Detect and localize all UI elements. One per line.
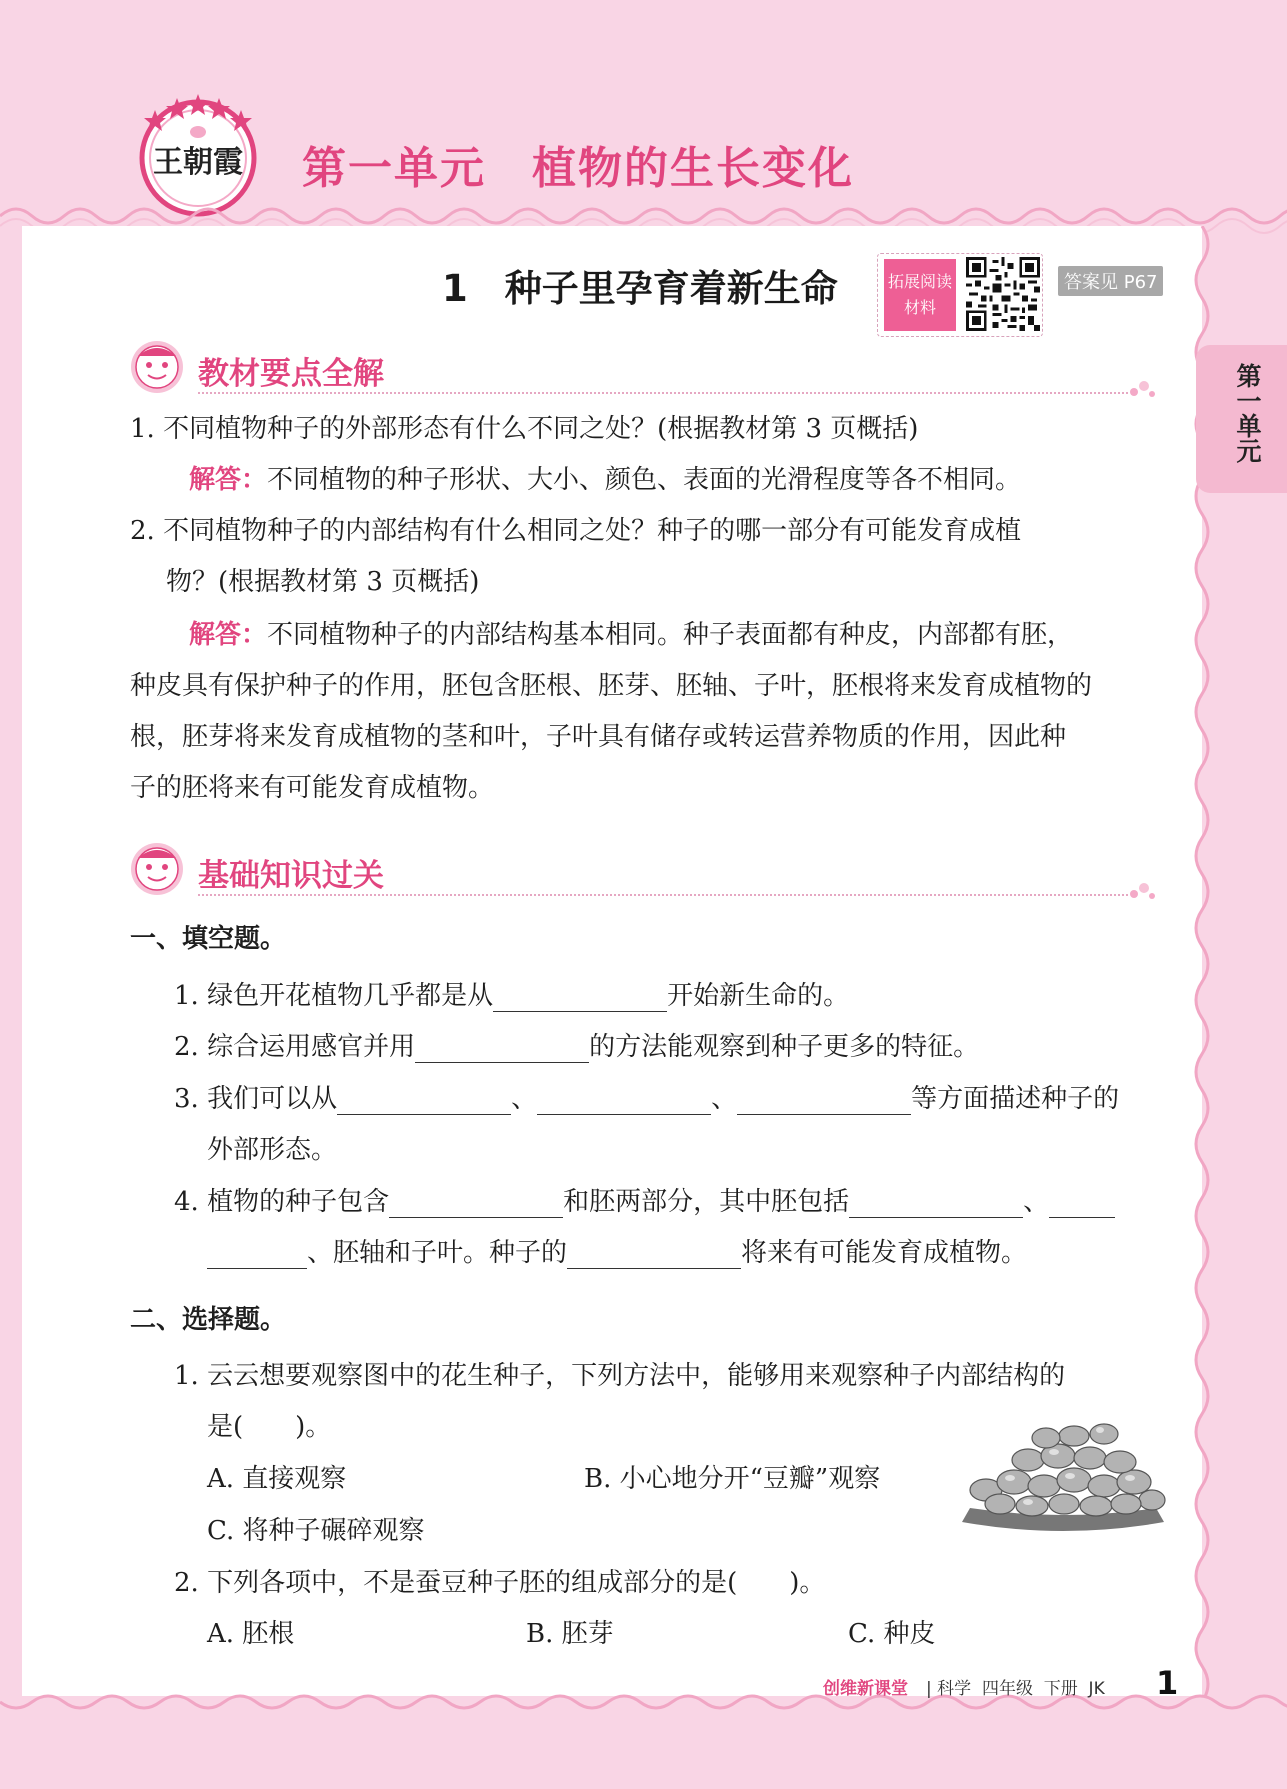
fill4-text-c: 、胚轴和子叶。种子的 <box>307 1238 568 1268</box>
choice-2-option-c[interactable]: C. 种皮 <box>848 1619 936 1649</box>
question-2-line2: 物？(根据教材第 3 页概括) <box>166 567 480 597</box>
footer-book-info: | 科学 四年级 下册 JK <box>926 1679 1105 1699</box>
qr-code-icon[interactable] <box>966 257 1040 331</box>
footer-brand: 创维新课堂 <box>823 1679 908 1699</box>
question-2-line1: 2. 不同植物种子的内部结构有什么相同之处？种子的哪一部分有可能发育成植 <box>130 516 1022 546</box>
extension-badge-line1: 拓展阅读 <box>887 272 952 291</box>
choice-question-2: 2. 下列各项中，不是蚕豆种子胚的组成部分的是( )。 <box>174 1568 826 1598</box>
answer-blank[interactable] <box>207 1244 307 1269</box>
answer-blank[interactable] <box>493 987 667 1012</box>
answer-blank[interactable] <box>537 1090 711 1115</box>
unit-side-tab <box>1196 345 1287 493</box>
section-divider <box>198 392 1128 394</box>
fill-question-3-line2: 外部形态。 <box>207 1135 338 1165</box>
unit-title: 第一单元 植物的生长变化 <box>302 143 854 194</box>
logo-text: 王朝霞 <box>153 145 243 180</box>
section-heading-key-points <box>128 338 1168 398</box>
fill-question-2 <box>174 1026 979 1063</box>
section-divider <box>198 894 1128 896</box>
section-heading-basic-knowledge <box>128 840 1168 900</box>
answer-blank[interactable] <box>1049 1193 1115 1218</box>
answer-2-line2: 种皮具有保护种子的作用，胚包含胚根、胚芽、胚轴、子叶，胚根将来发育成植物的 <box>130 671 1093 701</box>
extension-badge-line2: 材料 <box>903 298 936 317</box>
answer-blank[interactable] <box>849 1193 1023 1218</box>
separator: 、 <box>511 1084 538 1114</box>
peanut-seeds-photo <box>956 1412 1170 1534</box>
fill4-text-b: 和胚两部分，其中胚包括 <box>563 1187 850 1217</box>
answer-reference-badge: 答案见 P67 <box>1058 266 1163 296</box>
answer-2-text: 不同植物种子的内部结构基本相同。种子表面都有种皮，内部都有胚， <box>267 620 1074 650</box>
choice-1-option-c[interactable]: C. 将种子碾碎观察 <box>207 1516 425 1546</box>
answer-blank[interactable] <box>337 1090 511 1115</box>
decorative-dots-icon <box>1128 378 1158 400</box>
lesson-title: 1 种子里孕育着新生命 <box>442 267 838 310</box>
answer-2-line3: 根，胚芽将来发育成植物的茎和叶，子叶具有储存或转运营养物质的作用，因此种 <box>130 722 1067 752</box>
fill4-text-a: 4. 植物的种子包含 <box>174 1187 390 1217</box>
fill3-text-a: 3. 我们可以从 <box>174 1084 338 1114</box>
page-number: 1 <box>1156 1664 1179 1702</box>
answer-label: 解答： <box>189 465 268 495</box>
side-tab-label: 第一单元 <box>1233 363 1262 463</box>
fill3-text-b: 等方面描述种子的 <box>911 1084 1120 1114</box>
answer-blank[interactable] <box>415 1038 589 1063</box>
answer-blank[interactable] <box>737 1090 911 1115</box>
choice-1-option-b[interactable]: B. 小心地分开“豆瓣”观察 <box>584 1464 881 1494</box>
choice-question-1-line2: 是( )。 <box>207 1412 332 1442</box>
choice-question-1-line1: 1. 云云想要观察图中的花生种子，下列方法中，能够用来观察种子内部结构的 <box>174 1361 1066 1391</box>
separator: 、 <box>711 1084 738 1114</box>
fill-blank-heading: 一、填空题。 <box>130 924 287 954</box>
fill2-text-a: 2. 综合运用感官并用 <box>174 1032 416 1062</box>
answer-blank[interactable] <box>567 1244 741 1269</box>
answer-2-line1 <box>189 614 1073 651</box>
choice-2-option-b[interactable]: B. 胚芽 <box>526 1619 614 1649</box>
section-title: 教材要点全解 <box>198 356 384 392</box>
fill-question-4-line2 <box>207 1232 1027 1269</box>
choice-heading: 二、选择题。 <box>130 1305 287 1335</box>
fill4-text-d: 将来有可能发育成植物。 <box>741 1238 1028 1268</box>
answer-1-text: 不同植物的种子形状、大小、颜色、表面的光滑程度等各不相同。 <box>267 465 1022 495</box>
separator: 、 <box>1023 1187 1050 1217</box>
fill2-text-b: 的方法能观察到种子更多的特征。 <box>589 1032 980 1062</box>
section-title: 基础知识过关 <box>198 858 384 894</box>
cartoon-mascot-icon <box>128 840 186 898</box>
extension-reading-badge <box>884 259 956 331</box>
choice-2-option-a[interactable]: A. 胚根 <box>207 1619 295 1649</box>
extension-reading-box[interactable] <box>877 253 1043 337</box>
fill-question-4 <box>174 1181 1115 1218</box>
answer-2-line4: 子的胚将来有可能发育成植物。 <box>130 773 495 803</box>
answer-label: 解答： <box>189 620 268 650</box>
choice-1-option-a[interactable]: A. 直接观察 <box>207 1464 347 1494</box>
fill1-text-a: 1. 绿色开花植物几乎都是从 <box>174 981 494 1011</box>
answer-1 <box>189 459 1021 496</box>
cartoon-mascot-icon <box>128 338 186 396</box>
fill-question-3 <box>174 1078 1119 1115</box>
question-1: 1. 不同植物种子的外部形态有什么不同之处？(根据教材第 3 页概括) <box>130 414 919 444</box>
fill1-text-b: 开始新生命的。 <box>667 981 850 1011</box>
fill-question-1 <box>174 975 849 1012</box>
answer-blank[interactable] <box>389 1193 563 1218</box>
decorative-dots-icon <box>1128 880 1158 902</box>
